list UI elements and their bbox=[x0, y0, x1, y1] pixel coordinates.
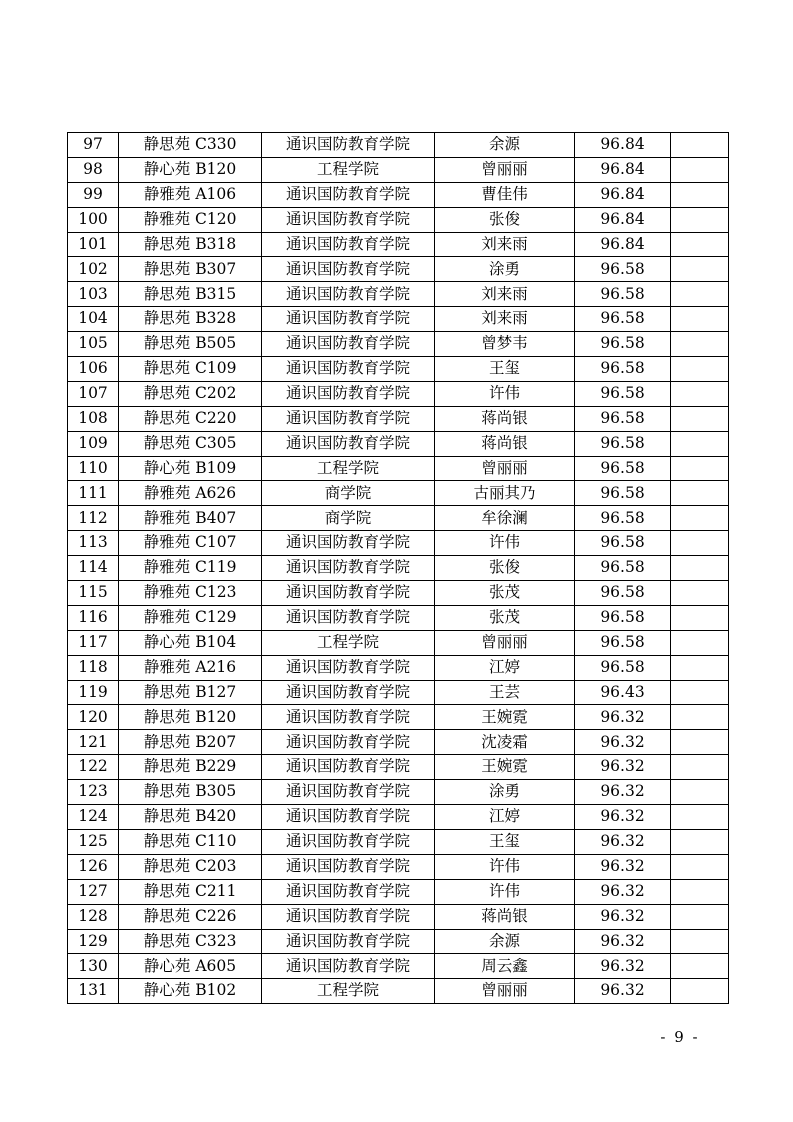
cell-score: 96.58 bbox=[575, 257, 671, 282]
cell-advisor-name: 王婉霓 bbox=[435, 705, 575, 730]
table-row bbox=[68, 232, 729, 257]
cell-advisor-name: 涂勇 bbox=[435, 257, 575, 282]
cell-dorm-room: 静思苑 C110 bbox=[119, 829, 262, 854]
cell-college: 工程学院 bbox=[262, 979, 435, 1004]
dormitory-score-table bbox=[67, 132, 729, 1004]
cell-note bbox=[671, 506, 729, 531]
cell-college: 通识国防教育学院 bbox=[262, 307, 435, 332]
cell-note bbox=[671, 854, 729, 879]
cell-score: 96.58 bbox=[575, 556, 671, 581]
table-row bbox=[68, 257, 729, 282]
table-row bbox=[68, 133, 729, 158]
cell-index: 117 bbox=[68, 630, 119, 655]
cell-college: 通识国防教育学院 bbox=[262, 904, 435, 929]
cell-advisor-name: 蒋尚银 bbox=[435, 406, 575, 431]
cell-note bbox=[671, 954, 729, 979]
cell-advisor-name: 张茂 bbox=[435, 581, 575, 606]
cell-dorm-room: 静心苑 B109 bbox=[119, 456, 262, 481]
table-row bbox=[68, 755, 729, 780]
table-row bbox=[68, 705, 729, 730]
cell-advisor-name: 许伟 bbox=[435, 381, 575, 406]
cell-note bbox=[671, 730, 729, 755]
cell-dorm-room: 静思苑 C305 bbox=[119, 431, 262, 456]
cell-college: 通识国防教育学院 bbox=[262, 929, 435, 954]
cell-college: 通识国防教育学院 bbox=[262, 207, 435, 232]
cell-dorm-room: 静雅苑 A106 bbox=[119, 182, 262, 207]
cell-dorm-room: 静思苑 B120 bbox=[119, 705, 262, 730]
cell-advisor-name: 余源 bbox=[435, 133, 575, 158]
cell-college: 通识国防教育学院 bbox=[262, 655, 435, 680]
cell-dorm-room: 静雅苑 C129 bbox=[119, 605, 262, 630]
cell-college: 工程学院 bbox=[262, 456, 435, 481]
cell-advisor-name: 许伟 bbox=[435, 531, 575, 556]
cell-score: 96.84 bbox=[575, 232, 671, 257]
cell-note bbox=[671, 581, 729, 606]
cell-dorm-room: 静思苑 B328 bbox=[119, 307, 262, 332]
cell-advisor-name: 曾丽丽 bbox=[435, 630, 575, 655]
cell-note bbox=[671, 556, 729, 581]
cell-dorm-room: 静心苑 B104 bbox=[119, 630, 262, 655]
table-row bbox=[68, 979, 729, 1004]
cell-advisor-name: 曾丽丽 bbox=[435, 157, 575, 182]
table-body bbox=[68, 133, 729, 1004]
cell-score: 96.84 bbox=[575, 133, 671, 158]
cell-index: 125 bbox=[68, 829, 119, 854]
cell-index: 104 bbox=[68, 307, 119, 332]
table-row bbox=[68, 157, 729, 182]
cell-index: 103 bbox=[68, 282, 119, 307]
cell-score: 96.58 bbox=[575, 630, 671, 655]
cell-advisor-name: 周云鑫 bbox=[435, 954, 575, 979]
cell-index: 119 bbox=[68, 680, 119, 705]
cell-note bbox=[671, 481, 729, 506]
cell-advisor-name: 涂勇 bbox=[435, 780, 575, 805]
table-row bbox=[68, 357, 729, 382]
cell-index: 106 bbox=[68, 357, 119, 382]
cell-dorm-room: 静雅苑 B407 bbox=[119, 506, 262, 531]
cell-advisor-name: 刘来雨 bbox=[435, 282, 575, 307]
cell-score: 96.84 bbox=[575, 207, 671, 232]
cell-index: 109 bbox=[68, 431, 119, 456]
table-row bbox=[68, 556, 729, 581]
cell-college: 通识国防教育学院 bbox=[262, 755, 435, 780]
cell-dorm-room: 静思苑 B229 bbox=[119, 755, 262, 780]
cell-note bbox=[671, 157, 729, 182]
table-row bbox=[68, 481, 729, 506]
cell-college: 通识国防教育学院 bbox=[262, 133, 435, 158]
cell-score: 96.43 bbox=[575, 680, 671, 705]
cell-dorm-room: 静思苑 B505 bbox=[119, 332, 262, 357]
cell-score: 96.32 bbox=[575, 705, 671, 730]
cell-college: 商学院 bbox=[262, 481, 435, 506]
cell-advisor-name: 王芸 bbox=[435, 680, 575, 705]
cell-score: 96.84 bbox=[575, 182, 671, 207]
cell-dorm-room: 静雅苑 C123 bbox=[119, 581, 262, 606]
cell-dorm-room: 静思苑 C203 bbox=[119, 854, 262, 879]
cell-index: 130 bbox=[68, 954, 119, 979]
cell-college: 通识国防教育学院 bbox=[262, 282, 435, 307]
table-row bbox=[68, 456, 729, 481]
cell-note bbox=[671, 655, 729, 680]
cell-advisor-name: 曹佳伟 bbox=[435, 182, 575, 207]
cell-college: 通识国防教育学院 bbox=[262, 730, 435, 755]
cell-college: 通识国防教育学院 bbox=[262, 879, 435, 904]
cell-advisor-name: 曾丽丽 bbox=[435, 456, 575, 481]
cell-advisor-name: 许伟 bbox=[435, 854, 575, 879]
cell-note bbox=[671, 357, 729, 382]
cell-index: 105 bbox=[68, 332, 119, 357]
table-row bbox=[68, 854, 729, 879]
cell-note bbox=[671, 780, 729, 805]
table-row bbox=[68, 879, 729, 904]
cell-advisor-name: 曾梦韦 bbox=[435, 332, 575, 357]
table-row bbox=[68, 680, 729, 705]
cell-index: 99 bbox=[68, 182, 119, 207]
cell-score: 96.32 bbox=[575, 854, 671, 879]
cell-note bbox=[671, 705, 729, 730]
cell-advisor-name: 王婉霓 bbox=[435, 755, 575, 780]
cell-dorm-room: 静雅苑 C107 bbox=[119, 531, 262, 556]
cell-note bbox=[671, 332, 729, 357]
cell-advisor-name: 刘来雨 bbox=[435, 232, 575, 257]
table-row bbox=[68, 207, 729, 232]
cell-score: 96.32 bbox=[575, 755, 671, 780]
cell-note bbox=[671, 307, 729, 332]
cell-college: 通识国防教育学院 bbox=[262, 332, 435, 357]
table-row bbox=[68, 780, 729, 805]
cell-dorm-room: 静思苑 C211 bbox=[119, 879, 262, 904]
cell-note bbox=[671, 282, 729, 307]
cell-score: 96.32 bbox=[575, 954, 671, 979]
cell-advisor-name: 沈凌霜 bbox=[435, 730, 575, 755]
cell-college: 通识国防教育学院 bbox=[262, 556, 435, 581]
cell-score: 96.58 bbox=[575, 381, 671, 406]
table-row bbox=[68, 531, 729, 556]
cell-advisor-name: 张俊 bbox=[435, 556, 575, 581]
cell-index: 131 bbox=[68, 979, 119, 1004]
cell-dorm-room: 静思苑 B305 bbox=[119, 780, 262, 805]
table-row bbox=[68, 431, 729, 456]
cell-dorm-room: 静思苑 B420 bbox=[119, 805, 262, 830]
cell-index: 98 bbox=[68, 157, 119, 182]
cell-note bbox=[671, 879, 729, 904]
cell-index: 129 bbox=[68, 929, 119, 954]
cell-index: 113 bbox=[68, 531, 119, 556]
cell-note bbox=[671, 406, 729, 431]
cell-index: 100 bbox=[68, 207, 119, 232]
cell-advisor-name: 余源 bbox=[435, 929, 575, 954]
cell-college: 通识国防教育学院 bbox=[262, 680, 435, 705]
cell-score: 96.58 bbox=[575, 406, 671, 431]
table-row bbox=[68, 954, 729, 979]
cell-dorm-room: 静思苑 C323 bbox=[119, 929, 262, 954]
table-row bbox=[68, 605, 729, 630]
cell-advisor-name: 刘来雨 bbox=[435, 307, 575, 332]
cell-advisor-name: 古丽其乃 bbox=[435, 481, 575, 506]
cell-index: 123 bbox=[68, 780, 119, 805]
cell-dorm-room: 静雅苑 A626 bbox=[119, 481, 262, 506]
cell-score: 96.32 bbox=[575, 730, 671, 755]
table-row bbox=[68, 182, 729, 207]
cell-index: 107 bbox=[68, 381, 119, 406]
cell-college: 通识国防教育学院 bbox=[262, 581, 435, 606]
cell-college: 通识国防教育学院 bbox=[262, 357, 435, 382]
cell-score: 96.58 bbox=[575, 456, 671, 481]
cell-note bbox=[671, 182, 729, 207]
cell-advisor-name: 江婷 bbox=[435, 655, 575, 680]
cell-index: 97 bbox=[68, 133, 119, 158]
cell-score: 96.58 bbox=[575, 357, 671, 382]
cell-index: 124 bbox=[68, 805, 119, 830]
cell-score: 96.84 bbox=[575, 157, 671, 182]
cell-college: 通识国防教育学院 bbox=[262, 805, 435, 830]
cell-note bbox=[671, 133, 729, 158]
cell-dorm-room: 静思苑 B127 bbox=[119, 680, 262, 705]
cell-college: 通识国防教育学院 bbox=[262, 854, 435, 879]
cell-index: 110 bbox=[68, 456, 119, 481]
cell-advisor-name: 牟徐澜 bbox=[435, 506, 575, 531]
cell-college: 通识国防教育学院 bbox=[262, 257, 435, 282]
cell-college: 通识国防教育学院 bbox=[262, 381, 435, 406]
table-row bbox=[68, 506, 729, 531]
cell-note bbox=[671, 531, 729, 556]
cell-note bbox=[671, 456, 729, 481]
cell-note bbox=[671, 929, 729, 954]
cell-college: 通识国防教育学院 bbox=[262, 780, 435, 805]
table-row bbox=[68, 307, 729, 332]
cell-score: 96.58 bbox=[575, 581, 671, 606]
cell-index: 101 bbox=[68, 232, 119, 257]
cell-note bbox=[671, 232, 729, 257]
cell-score: 96.58 bbox=[575, 531, 671, 556]
cell-college: 工程学院 bbox=[262, 157, 435, 182]
table-row bbox=[68, 630, 729, 655]
cell-score: 96.58 bbox=[575, 431, 671, 456]
cell-index: 116 bbox=[68, 605, 119, 630]
cell-note bbox=[671, 605, 729, 630]
cell-college: 通识国防教育学院 bbox=[262, 705, 435, 730]
cell-college: 通识国防教育学院 bbox=[262, 406, 435, 431]
cell-index: 120 bbox=[68, 705, 119, 730]
cell-advisor-name: 曾丽丽 bbox=[435, 979, 575, 1004]
cell-note bbox=[671, 904, 729, 929]
cell-dorm-room: 静雅苑 C120 bbox=[119, 207, 262, 232]
cell-dorm-room: 静思苑 B315 bbox=[119, 282, 262, 307]
page-number: - 9 - bbox=[660, 1028, 700, 1046]
cell-index: 127 bbox=[68, 879, 119, 904]
cell-index: 111 bbox=[68, 481, 119, 506]
cell-index: 121 bbox=[68, 730, 119, 755]
table-row bbox=[68, 332, 729, 357]
cell-score: 96.32 bbox=[575, 780, 671, 805]
cell-note bbox=[671, 381, 729, 406]
cell-index: 108 bbox=[68, 406, 119, 431]
cell-dorm-room: 静思苑 B318 bbox=[119, 232, 262, 257]
cell-score: 96.58 bbox=[575, 655, 671, 680]
cell-index: 122 bbox=[68, 755, 119, 780]
cell-score: 96.32 bbox=[575, 979, 671, 1004]
cell-dorm-room: 静思苑 C330 bbox=[119, 133, 262, 158]
cell-college: 通识国防教育学院 bbox=[262, 232, 435, 257]
cell-note bbox=[671, 829, 729, 854]
cell-college: 工程学院 bbox=[262, 630, 435, 655]
cell-college: 通识国防教育学院 bbox=[262, 829, 435, 854]
cell-index: 115 bbox=[68, 581, 119, 606]
cell-score: 96.32 bbox=[575, 805, 671, 830]
cell-score: 96.58 bbox=[575, 282, 671, 307]
cell-advisor-name: 王玺 bbox=[435, 357, 575, 382]
cell-score: 96.58 bbox=[575, 506, 671, 531]
cell-index: 114 bbox=[68, 556, 119, 581]
table-row bbox=[68, 805, 729, 830]
cell-index: 112 bbox=[68, 506, 119, 531]
table-row bbox=[68, 581, 729, 606]
cell-index: 126 bbox=[68, 854, 119, 879]
cell-dorm-room: 静雅苑 C119 bbox=[119, 556, 262, 581]
cell-college: 通识国防教育学院 bbox=[262, 182, 435, 207]
cell-college: 通识国防教育学院 bbox=[262, 605, 435, 630]
cell-note bbox=[671, 630, 729, 655]
cell-advisor-name: 江婷 bbox=[435, 805, 575, 830]
cell-dorm-room: 静思苑 C220 bbox=[119, 406, 262, 431]
cell-dorm-room: 静心苑 B120 bbox=[119, 157, 262, 182]
table-row bbox=[68, 381, 729, 406]
cell-note bbox=[671, 805, 729, 830]
cell-advisor-name: 蒋尚银 bbox=[435, 431, 575, 456]
cell-score: 96.32 bbox=[575, 904, 671, 929]
cell-dorm-room: 静思苑 B307 bbox=[119, 257, 262, 282]
cell-college: 通识国防教育学院 bbox=[262, 954, 435, 979]
cell-college: 通识国防教育学院 bbox=[262, 431, 435, 456]
cell-advisor-name: 张茂 bbox=[435, 605, 575, 630]
cell-index: 128 bbox=[68, 904, 119, 929]
cell-advisor-name: 王玺 bbox=[435, 829, 575, 854]
cell-dorm-room: 静心苑 A605 bbox=[119, 954, 262, 979]
cell-dorm-room: 静思苑 B207 bbox=[119, 730, 262, 755]
cell-college: 商学院 bbox=[262, 506, 435, 531]
table-row bbox=[68, 655, 729, 680]
cell-score: 96.32 bbox=[575, 879, 671, 904]
cell-advisor-name: 许伟 bbox=[435, 879, 575, 904]
cell-score: 96.32 bbox=[575, 829, 671, 854]
table-row bbox=[68, 929, 729, 954]
cell-advisor-name: 张俊 bbox=[435, 207, 575, 232]
table-row bbox=[68, 829, 729, 854]
cell-dorm-room: 静思苑 C202 bbox=[119, 381, 262, 406]
table-row bbox=[68, 406, 729, 431]
cell-note bbox=[671, 431, 729, 456]
cell-score: 96.58 bbox=[575, 605, 671, 630]
cell-college: 通识国防教育学院 bbox=[262, 531, 435, 556]
cell-note bbox=[671, 979, 729, 1004]
cell-dorm-room: 静思苑 C226 bbox=[119, 904, 262, 929]
cell-score: 96.58 bbox=[575, 481, 671, 506]
cell-dorm-room: 静雅苑 A216 bbox=[119, 655, 262, 680]
cell-dorm-room: 静思苑 C109 bbox=[119, 357, 262, 382]
cell-advisor-name: 蒋尚银 bbox=[435, 904, 575, 929]
table-row bbox=[68, 904, 729, 929]
cell-note bbox=[671, 207, 729, 232]
cell-note bbox=[671, 755, 729, 780]
cell-score: 96.58 bbox=[575, 307, 671, 332]
cell-score: 96.58 bbox=[575, 332, 671, 357]
cell-note bbox=[671, 257, 729, 282]
cell-index: 118 bbox=[68, 655, 119, 680]
table-row bbox=[68, 282, 729, 307]
cell-note bbox=[671, 680, 729, 705]
cell-score: 96.32 bbox=[575, 929, 671, 954]
table-row bbox=[68, 730, 729, 755]
cell-index: 102 bbox=[68, 257, 119, 282]
cell-dorm-room: 静心苑 B102 bbox=[119, 979, 262, 1004]
